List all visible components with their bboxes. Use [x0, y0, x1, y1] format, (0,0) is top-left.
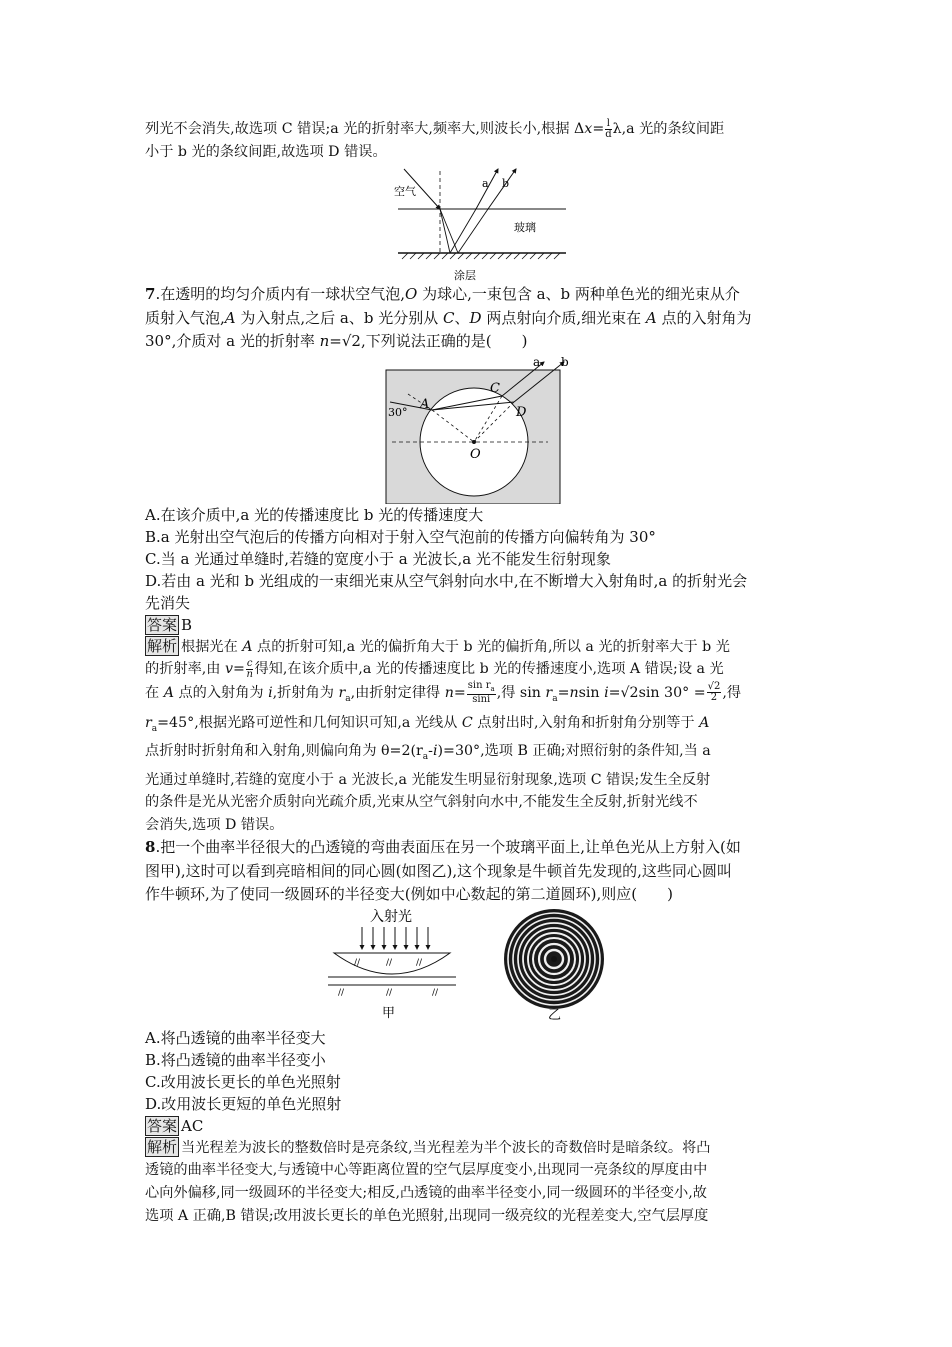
question-8-line-2: 图甲),这时可以看到亮暗相间的同心圆(如图乙),这个现象是牛顿首先发现的,这些同心圆叫 [145, 861, 732, 880]
svg-text://: // [385, 987, 392, 998]
q8-analysis-line-3: 心向外偏移,同一级圆环的半径变大;相反,凸透镜的曲率半径变小,同一级圆环的半径变小,故 [145, 1185, 707, 1202]
q8-analysis-line-1: 解析 当光程差为波长的整数倍时是亮条纹,当光程差为半个波长的奇数倍时是暗条纹。将凸 [147, 1137, 711, 1156]
svg-text://: // [353, 957, 360, 968]
svg-text://: // [431, 987, 438, 998]
q7-analysis-line-5: 点折射时折射角和入射角,则偏向角为 $\theta=2(r_a-i)=30^\circ$,选项 B 正确;对照衍射的条件知,当 a [145, 743, 711, 762]
q8-answer: 答案 AC [147, 1116, 204, 1135]
q7-analysis-line-3: 在 A 点的入射角为 i,折射角为 $r_a$,由折射定律得 n= $\frac{\sin r_a}{\sin i}$ ,得 $\sin r_a=nsin$ i=√2sin 30° = $\frac{√2}{2}$ ,得 [145, 679, 742, 705]
label-air: 空气 [393, 185, 416, 199]
reflection-refraction-figure [378, 165, 578, 283]
concentric-rings [504, 909, 604, 1009]
q7-option-b: B.a 光射出空气泡后的传播方向相对于射入空气泡前的传播方向偏转角为 30° [145, 527, 656, 546]
fraction-sqrt2-over-2: $\frac{√2}{2}$ [707, 681, 721, 704]
label-a: a [481, 177, 489, 191]
answer-badge: 答案 [147, 615, 178, 634]
q8-analysis-line-4: 选项 A 正确,B 错误;改用波长更长的单色光照射,出现同一级亮纹的光程差变大,空气层厚度 [145, 1207, 709, 1224]
bubble-angle-label: 30° [387, 405, 407, 419]
question-8-line-3: 作牛顿环,为了使同一级圆环的半径变大(例如中心数起的第二道圆环),则应( ) [145, 885, 673, 904]
label-b: b [501, 177, 509, 191]
q8-analysis-line-2: 透镜的曲率半径变大,与透镜中心等距离位置的空气层厚度变小,出现同一亮条纹的厚度由中 [145, 1162, 708, 1179]
q8-option-d: D.改用波长更短的单色光照射 [145, 1094, 342, 1113]
air-bubble-figure [378, 354, 578, 504]
q8-option-c: C.改用波长更长的单色光照射 [145, 1072, 341, 1091]
answer-badge: 答案 [147, 1116, 178, 1135]
q7-analysis-line-8: 会消失,选项 D 错误。 [145, 816, 284, 833]
q7-analysis-line-2: 的折射率,由 v= $\frac{c}{n}$ 得知,在该介质中,a 光的传播速度比 b 光的传播速度小,选项 A 错误;设 a 光 [145, 657, 724, 680]
intro-line-2: 小于 b 光的条纹间距,故选项 D 错误。 [145, 143, 387, 160]
q7-analysis-line-7: 的条件是光从光密介质射向光疏介质,光束从空气斜射向水中,不能发生全反射,折射光线不 [145, 794, 698, 811]
question-7-line-1: 7.在透明的均匀介质内有一球状空气泡,O 为球心,一束包含 a、b 两种单色光的细光束从介 [145, 285, 740, 304]
q7-analysis-line-6: 光通过单缝时,若缝的宽度小于 a 光波长,a 光能发生明显衍射现象,选项 C 错误;发生全反射 [145, 771, 711, 788]
q7-answer: 答案 B [147, 615, 193, 634]
label-coating: 涂层 [453, 269, 476, 283]
svg-text://: // [385, 957, 392, 968]
question-8-line-1: 8.把一个曲率半径很大的凸透镜的弯曲表面压在另一个玻璃平面上,让单色光从上方射入(如 [145, 838, 741, 857]
label-glass: 玻璃 [513, 221, 536, 235]
bubble-label-A: A [419, 396, 429, 412]
q8-option-b: B.将凸透镜的曲率半径变小 [145, 1050, 326, 1069]
bubble-label-C: C [489, 380, 500, 396]
fraction-c-over-n: $\frac{c}{n}$ [246, 657, 253, 680]
q7-option-c: C.当 a 光通过单缝时,若缝的宽度小于 a 光波长,a 光不能发生衍射现象 [145, 549, 611, 568]
bubble-label-D: D [515, 404, 526, 420]
intro-line-1: 列光不会消失,故选项 C 错误;a 光的折射率大,频率大,则波长小,根据 Δx= $\frac{l}{d}$ λ,a 光的条纹间距 [145, 117, 725, 140]
newton-rings-figure [328, 907, 628, 1027]
figure-label-yi: 乙 [547, 1007, 561, 1023]
fraction-l-over-d: $\frac{l}{d}$ [605, 117, 612, 140]
document-page [145, 118, 810, 1227]
q7-option-d: D.若由 a 光和 b 光组成的一束细光束从空气斜射向水中,在不断增大入射角时,a 的折射光会 [145, 571, 748, 590]
bubble-label-b: b [560, 354, 569, 369]
q7-analysis-line-4: $r_a=45^\circ$,根据光路可逆性和几何知识可知,a 光线从 C 点射出时,入射角和折射角分别等于 A [145, 714, 710, 734]
svg-text://: // [415, 957, 422, 968]
analysis-badge: 解析 [147, 636, 178, 655]
q8-option-a: A.将凸透镜的曲率半径变大 [145, 1028, 326, 1047]
q7-option-a: A.在该介质中,a 光的传播速度比 b 光的传播速度大 [145, 505, 484, 524]
question-7-line-3: 30°,介质对 a 光的折射率 n=√2,下列说法正确的是( ) [145, 332, 528, 351]
fraction-sin-ratio: $\frac{\sin r_a}{\sin i}$ [467, 679, 495, 705]
incident-arrows [362, 927, 428, 949]
q7-analysis-line-1: 解析 根据光在 A 点的折射可知,a 光的偏折角大于 b 光的偏折角,所以 a 光的折射率大于 b 光 [147, 636, 730, 655]
figure-label-jia: 甲 [381, 1005, 395, 1021]
q7-option-d-cont: 先消失 [145, 593, 191, 612]
svg-text://: // [337, 987, 344, 998]
incident-light-label: 入射光 [369, 908, 412, 925]
bubble-label-a: a [532, 354, 540, 369]
question-7-line-2: 质射入气泡,A 为入射点,之后 a、b 光分别从 C、D 两点射向介质,细光束在 A 点的入射角为 [145, 308, 752, 327]
bubble-label-O: O [469, 446, 481, 462]
analysis-badge: 解析 [147, 1137, 178, 1156]
